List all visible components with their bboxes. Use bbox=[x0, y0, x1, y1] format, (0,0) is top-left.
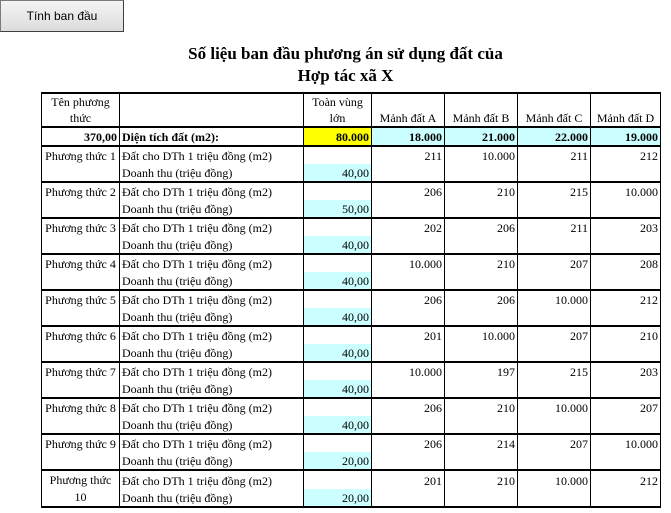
method-revenue-row bbox=[42, 308, 661, 326]
land-label[interactable]: Đất cho DTh 1 triệu đồng (m2) bbox=[120, 218, 304, 236]
revenue-empty-cell[interactable] bbox=[445, 164, 518, 182]
method-name[interactable]: Phương thức 3 bbox=[42, 218, 120, 254]
land-total-cell[interactable] bbox=[304, 434, 372, 452]
method-land-row bbox=[42, 398, 661, 416]
revenue-empty-cell[interactable] bbox=[591, 200, 661, 218]
revenue-empty-cell[interactable] bbox=[372, 344, 445, 362]
method-name[interactable]: Phương thức 2 bbox=[42, 182, 120, 218]
revenue-value-cell[interactable]: 50,00 bbox=[304, 200, 372, 218]
land-value-cell[interactable]: 10.000 bbox=[372, 254, 445, 272]
revenue-empty-cell[interactable] bbox=[518, 416, 591, 434]
land-value-cell[interactable]: 214 bbox=[445, 434, 518, 452]
land-value-cell[interactable]: 206 bbox=[445, 290, 518, 308]
revenue-label[interactable]: Doanh thu (triệu đồng) bbox=[120, 344, 304, 362]
land-label[interactable]: Đất cho DTh 1 triệu đồng (m2) bbox=[120, 362, 304, 380]
revenue-empty-cell[interactable] bbox=[518, 489, 591, 508]
revenue-empty-cell[interactable] bbox=[445, 308, 518, 326]
revenue-label[interactable]: Doanh thu (triệu đồng) bbox=[120, 380, 304, 398]
method-land-row bbox=[42, 182, 661, 200]
revenue-empty-cell[interactable] bbox=[518, 452, 591, 470]
land-value-cell[interactable]: 210 bbox=[591, 326, 661, 344]
revenue-value-cell[interactable]: 40,00 bbox=[304, 416, 372, 434]
land-value-cell[interactable]: 207 bbox=[518, 254, 591, 272]
revenue-empty-cell[interactable] bbox=[591, 380, 661, 398]
revenue-value-cell[interactable]: 40,00 bbox=[304, 164, 372, 182]
method-name[interactable]: Phương thức 5 bbox=[42, 290, 120, 326]
method-revenue-row bbox=[42, 489, 661, 508]
method-revenue-row bbox=[42, 236, 661, 254]
method-land-row bbox=[42, 470, 661, 489]
revenue-empty-cell[interactable] bbox=[518, 380, 591, 398]
land-value-cell[interactable]: 10.000 bbox=[518, 290, 591, 308]
land-value-cell[interactable]: 215 bbox=[518, 362, 591, 380]
method-name[interactable]: Phương thức 8 bbox=[42, 398, 120, 434]
method-land-row bbox=[42, 362, 661, 380]
area-row bbox=[42, 127, 661, 146]
land-value-cell[interactable]: 211 bbox=[518, 146, 591, 164]
header-plot-c[interactable]: Mảnh đất C bbox=[518, 93, 591, 127]
land-total-cell[interactable] bbox=[304, 254, 372, 272]
land-label[interactable]: Đất cho DTh 1 triệu đồng (m2) bbox=[120, 398, 304, 416]
header-row bbox=[42, 93, 661, 127]
land-value-cell[interactable]: 10.000 bbox=[372, 362, 445, 380]
header-blank[interactable] bbox=[120, 93, 304, 127]
method-revenue-row bbox=[42, 416, 661, 434]
revenue-label[interactable]: Doanh thu (triệu đồng) bbox=[120, 164, 304, 182]
method-land-row bbox=[42, 290, 661, 308]
revenue-empty-cell[interactable] bbox=[591, 489, 661, 508]
revenue-empty-cell[interactable] bbox=[372, 236, 445, 254]
land-value-cell[interactable]: 215 bbox=[518, 182, 591, 200]
land-value-cell[interactable]: 206 bbox=[372, 398, 445, 416]
sheet-title: Số liệu ban đầu phương án sử dụng đất của bbox=[188, 44, 503, 63]
land-label[interactable]: Đất cho DTh 1 triệu đồng (m2) bbox=[120, 434, 304, 452]
revenue-empty-cell[interactable] bbox=[518, 200, 591, 218]
method-revenue-row bbox=[42, 452, 661, 470]
land-value-cell[interactable]: 203 bbox=[591, 218, 661, 236]
land-total-cell[interactable] bbox=[304, 326, 372, 344]
land-value-cell[interactable]: 210 bbox=[445, 398, 518, 416]
revenue-value-cell[interactable]: 20,00 bbox=[304, 452, 372, 470]
revenue-value-cell[interactable]: 40,00 bbox=[304, 308, 372, 326]
revenue-value-cell[interactable]: 40,00 bbox=[304, 380, 372, 398]
land-label[interactable]: Đất cho DTh 1 triệu đồng (m2) bbox=[120, 290, 304, 308]
land-total-cell[interactable] bbox=[304, 470, 372, 489]
header-total-region[interactable]: Toàn vùng lớn bbox=[304, 93, 372, 127]
land-value-cell[interactable]: 197 bbox=[445, 362, 518, 380]
land-value-cell[interactable]: 207 bbox=[591, 398, 661, 416]
revenue-empty-cell[interactable] bbox=[518, 164, 591, 182]
land-label[interactable]: Đất cho DTh 1 triệu đồng (m2) bbox=[120, 254, 304, 272]
land-value-cell[interactable]: 202 bbox=[372, 218, 445, 236]
land-value-cell[interactable]: 201 bbox=[372, 326, 445, 344]
revenue-empty-cell[interactable] bbox=[372, 164, 445, 182]
revenue-empty-cell[interactable] bbox=[372, 200, 445, 218]
area-label[interactable]: Diện tích đất (m2): bbox=[120, 127, 304, 146]
land-label[interactable]: Đất cho DTh 1 triệu đồng (m2) bbox=[120, 326, 304, 344]
land-value-cell[interactable]: 211 bbox=[518, 218, 591, 236]
land-total-cell[interactable] bbox=[304, 146, 372, 164]
header-plot-d[interactable]: Mảnh đất D bbox=[591, 93, 661, 127]
land-value-cell[interactable]: 212 bbox=[591, 470, 661, 489]
revenue-empty-cell[interactable] bbox=[518, 344, 591, 362]
area-plot-b[interactable]: 21.000 bbox=[445, 127, 518, 146]
header-plot-b[interactable]: Mảnh đất B bbox=[445, 93, 518, 127]
revenue-empty-cell[interactable] bbox=[591, 416, 661, 434]
land-total-cell[interactable] bbox=[304, 362, 372, 380]
land-total-cell[interactable] bbox=[304, 290, 372, 308]
revenue-empty-cell[interactable] bbox=[445, 236, 518, 254]
land-value-cell[interactable]: 203 bbox=[591, 362, 661, 380]
method-land-row bbox=[42, 218, 661, 236]
header-method-name[interactable]: Tên phương thức bbox=[42, 93, 120, 127]
method-name[interactable]: Phương thức 6 bbox=[42, 326, 120, 362]
area-plot-c[interactable]: 22.000 bbox=[518, 127, 591, 146]
land-label[interactable]: Đất cho DTh 1 triệu đồng (m2) bbox=[120, 182, 304, 200]
revenue-empty-cell[interactable] bbox=[445, 380, 518, 398]
land-value-cell[interactable]: 206 bbox=[372, 182, 445, 200]
method-land-row bbox=[42, 254, 661, 272]
method-revenue-row bbox=[42, 200, 661, 218]
sheet-subtitle: Hợp tác xã X bbox=[297, 66, 394, 85]
revenue-empty-cell[interactable] bbox=[518, 236, 591, 254]
revenue-empty-cell[interactable] bbox=[445, 489, 518, 508]
method-land-row bbox=[42, 146, 661, 164]
revenue-empty-cell[interactable] bbox=[372, 272, 445, 290]
revenue-empty-cell[interactable] bbox=[372, 489, 445, 508]
method-name[interactable]: Phương thức 9 bbox=[42, 434, 120, 470]
land-value-cell[interactable]: 210 bbox=[445, 254, 518, 272]
land-value-cell[interactable]: 10.000 bbox=[518, 470, 591, 489]
method-name[interactable]: Phương thức 4 bbox=[42, 254, 120, 290]
land-value-cell[interactable]: 210 bbox=[445, 182, 518, 200]
revenue-empty-cell[interactable] bbox=[591, 344, 661, 362]
revenue-label[interactable]: Doanh thu (triệu đồng) bbox=[120, 452, 304, 470]
revenue-empty-cell[interactable] bbox=[591, 452, 661, 470]
revenue-empty-cell[interactable] bbox=[445, 200, 518, 218]
land-value-cell[interactable]: 211 bbox=[372, 146, 445, 164]
area-plot-a[interactable]: 18.000 bbox=[372, 127, 445, 146]
method-revenue-row bbox=[42, 344, 661, 362]
land-value-cell[interactable]: 212 bbox=[591, 290, 661, 308]
revenue-empty-cell[interactable] bbox=[518, 308, 591, 326]
area-total[interactable]: 80.000 bbox=[304, 127, 372, 146]
land-value-cell[interactable]: 206 bbox=[445, 218, 518, 236]
land-value-cell[interactable]: 201 bbox=[372, 470, 445, 489]
method-name[interactable]: Phương thức 1 bbox=[42, 146, 120, 182]
revenue-empty-cell[interactable] bbox=[591, 272, 661, 290]
land-total-cell[interactable] bbox=[304, 182, 372, 200]
land-value-cell[interactable]: 10.000 bbox=[445, 146, 518, 164]
revenue-value-cell[interactable]: 40,00 bbox=[304, 344, 372, 362]
method-land-row bbox=[42, 326, 661, 344]
land-use-table bbox=[41, 92, 661, 508]
revenue-label[interactable]: Doanh thu (triệu đồng) bbox=[120, 489, 304, 508]
method-name[interactable]: Phương thức 10 bbox=[42, 470, 120, 507]
method-name[interactable]: Phương thức 7 bbox=[42, 362, 120, 398]
header-plot-a[interactable]: Mảnh đất A bbox=[372, 93, 445, 127]
land-label[interactable]: Đất cho DTh 1 triệu đồng (m2) bbox=[120, 470, 304, 489]
revenue-value-cell[interactable]: 20,00 bbox=[304, 489, 372, 508]
land-label[interactable]: Đất cho DTh 1 triệu đồng (m2) bbox=[120, 146, 304, 164]
revenue-empty-cell[interactable] bbox=[445, 452, 518, 470]
method-land-row bbox=[42, 434, 661, 452]
revenue-empty-cell[interactable] bbox=[591, 236, 661, 254]
area-plot-d[interactable]: 19.000 bbox=[591, 127, 661, 146]
revenue-label[interactable]: Doanh thu (triệu đồng) bbox=[120, 236, 304, 254]
land-value-cell[interactable]: 206 bbox=[372, 290, 445, 308]
revenue-label[interactable]: Doanh thu (triệu đồng) bbox=[120, 272, 304, 290]
revenue-empty-cell[interactable] bbox=[591, 308, 661, 326]
land-value-cell[interactable]: 10.000 bbox=[591, 434, 661, 452]
revenue-empty-cell[interactable] bbox=[372, 380, 445, 398]
method-revenue-row bbox=[42, 380, 661, 398]
land-total-cell[interactable] bbox=[304, 398, 372, 416]
land-value-cell[interactable]: 206 bbox=[372, 434, 445, 452]
area-first-value[interactable]: 370,00 bbox=[42, 127, 120, 146]
land-value-cell[interactable]: 10.000 bbox=[518, 398, 591, 416]
revenue-empty-cell[interactable] bbox=[445, 344, 518, 362]
revenue-label[interactable]: Doanh thu (triệu đồng) bbox=[120, 416, 304, 434]
land-value-cell[interactable]: 212 bbox=[591, 146, 661, 164]
land-value-cell[interactable]: 210 bbox=[445, 470, 518, 489]
revenue-empty-cell[interactable] bbox=[372, 452, 445, 470]
revenue-empty-cell[interactable] bbox=[372, 308, 445, 326]
land-value-cell[interactable]: 10.000 bbox=[445, 326, 518, 344]
revenue-empty-cell[interactable] bbox=[372, 416, 445, 434]
revenue-empty-cell[interactable] bbox=[445, 272, 518, 290]
method-revenue-row bbox=[42, 164, 661, 182]
revenue-empty-cell[interactable] bbox=[445, 416, 518, 434]
land-value-cell[interactable]: 10.000 bbox=[591, 182, 661, 200]
revenue-empty-cell[interactable] bbox=[518, 272, 591, 290]
land-value-cell[interactable]: 208 bbox=[591, 254, 661, 272]
method-revenue-row bbox=[42, 272, 661, 290]
land-total-cell[interactable] bbox=[304, 218, 372, 236]
land-value-cell[interactable]: 207 bbox=[518, 326, 591, 344]
revenue-label[interactable]: Doanh thu (triệu đồng) bbox=[120, 200, 304, 218]
initial-calc-button[interactable]: Tính ban đầu bbox=[0, 0, 124, 32]
revenue-label[interactable]: Doanh thu (triệu đồng) bbox=[120, 308, 304, 326]
revenue-value-cell[interactable]: 40,00 bbox=[304, 236, 372, 254]
revenue-empty-cell[interactable] bbox=[591, 164, 661, 182]
revenue-value-cell[interactable]: 40,00 bbox=[304, 272, 372, 290]
land-value-cell[interactable]: 207 bbox=[518, 434, 591, 452]
